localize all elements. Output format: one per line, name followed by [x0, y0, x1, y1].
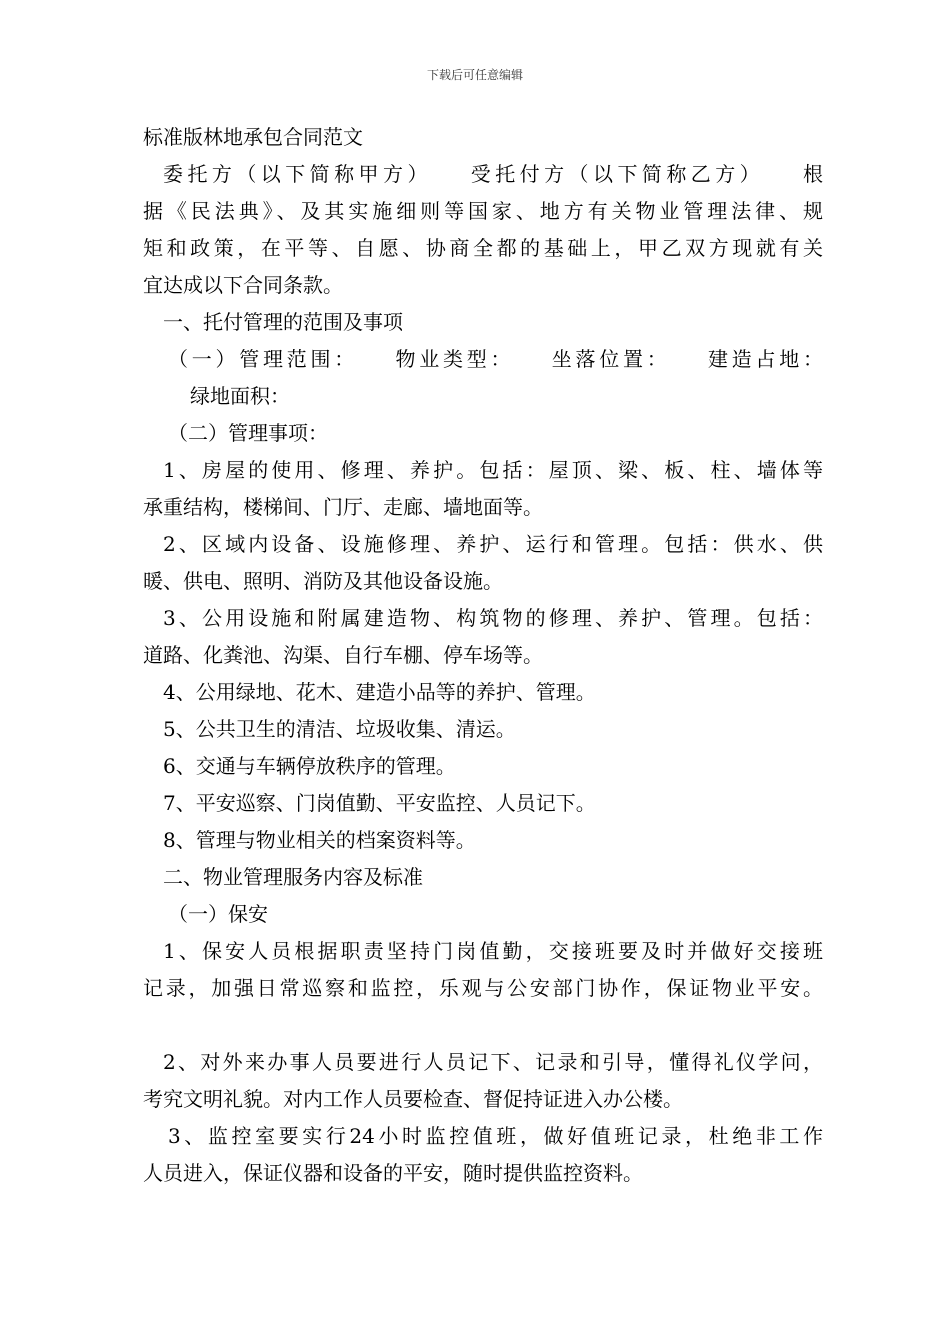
text-line: 1、房屋的使用、修理、养护。包括：屋顶、梁、板、柱、墙体等: [163, 458, 823, 482]
text-line: 6、交通与车辆停放秩序的管理。: [163, 754, 456, 778]
text-line: 5、公共卫生的清洁、垃圾收集、清运。: [163, 717, 516, 741]
text-line: 7、平安巡察、门岗值勤、平安监控、人员记下。: [163, 791, 596, 815]
text-line: 3、公用设施和附属建造物、构筑物的修理、养护、管理。包括：: [163, 606, 823, 630]
page-header: 下载后可任意编辑: [426, 68, 523, 82]
text-line: 记录，加强日常巡察和监控，乐观与公安部门协作，保证物业平安。: [143, 976, 823, 1000]
paragraph-lines: [143, 156, 823, 1192]
document-title: 标准版林地承包合同范文: [143, 125, 363, 149]
text-line: [143, 1007, 823, 1044]
text-line: 2、对外来办事人员要进行人员记下、记录和引导，懂得礼仪学问，: [163, 1050, 823, 1074]
text-line: 人员进入，保证仪器和设备的平安，随时提供监控资料。: [143, 1161, 643, 1185]
text-line: （一）保安: [168, 902, 268, 926]
text-line: 二、物业管理服务内容及标准: [163, 865, 423, 889]
text-line: 绿地面积：: [190, 384, 290, 408]
text-line: 宜达成以下合同条款。: [143, 273, 343, 297]
text-line: 委托方（以下简称甲方） 受托付方（以下简称乙方） 根: [163, 162, 823, 186]
text-line: 4、公用绿地、花木、建造小品等的养护、管理。: [163, 680, 596, 704]
text-line: 2、区域内设备、设施修理、养护、运行和管理。包括：供水、供: [163, 532, 823, 556]
text-line: 1、保安人员根据职责坚持门岗值勤，交接班要及时并做好交接班: [163, 939, 823, 963]
text-line: 3、监控室要实行24小时监控值班，做好值班记录，杜绝非工作: [168, 1124, 823, 1148]
text-line: 据《民法典》、及其实施细则等国家、地方有关物业管理法律、规: [143, 199, 823, 223]
text-line: 暖、供电、照明、消防及其他设备设施。: [143, 569, 503, 593]
text-line: 矩和政策，在平等、自愿、协商全都的基础上，甲乙双方现就有关: [143, 236, 823, 260]
text-line: （二）管理事项：: [168, 421, 328, 445]
text-line: （一）管理范围： 物业类型： 坐落位置： 建造占地：: [168, 347, 823, 371]
text-line: 一、托付管理的范围及事项: [163, 310, 403, 334]
text-line: 8、管理与物业相关的档案资料等。: [163, 828, 476, 852]
text-line: 道路、化粪池、沟渠、自行车棚、停车场等。: [143, 643, 543, 667]
text-line: 承重结构，楼梯间、门厅、走廊、墙地面等。: [143, 495, 543, 519]
document-body: [143, 119, 823, 1192]
text-line: 考究文明礼貌。对内工作人员要检查、督促持证进入办公楼。: [143, 1087, 683, 1111]
